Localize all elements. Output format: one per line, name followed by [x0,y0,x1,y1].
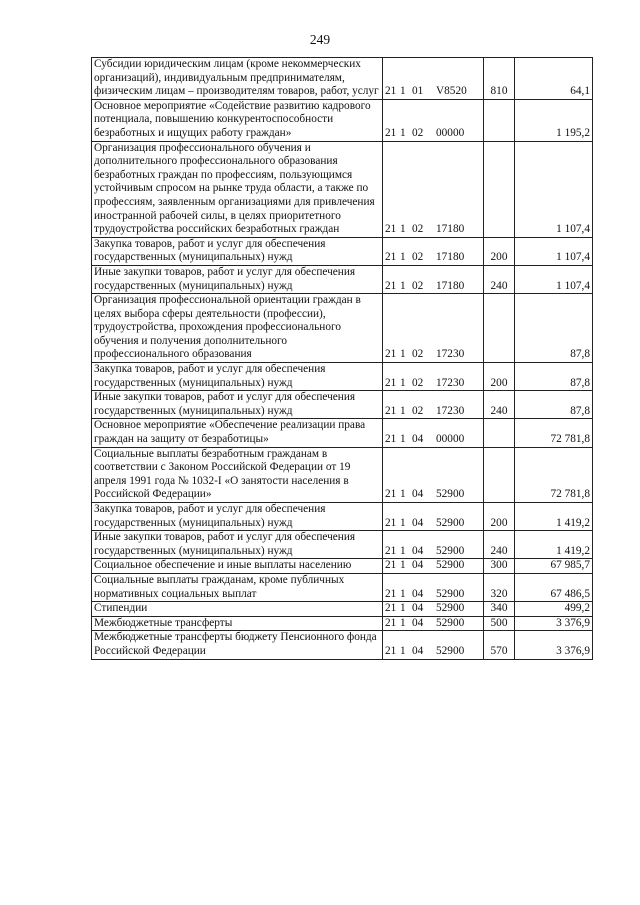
row-name: Социальные выплаты гражданам, кроме публичных нормативных социальных выплат [92,573,383,601]
row-code [383,602,484,617]
code-part: 21 [385,85,397,98]
row-amount: 3 376,9 [515,616,593,631]
code-part: 1 [400,516,406,529]
code-part: 1 [400,85,406,98]
row-code [383,99,484,141]
code-part: 04 [412,433,424,446]
row-amount: 1 107,4 [515,265,593,293]
code-part: 21 [385,376,397,389]
page-number: 249 [309,32,331,47]
table-row [92,616,593,631]
code-part: 21 [385,644,397,657]
row-code [383,559,484,574]
code-part: 21 [385,544,397,557]
code-part: 1 [400,279,406,292]
row-code [383,419,484,447]
row-amount: 1 419,2 [515,503,593,531]
code-part: 04 [412,559,424,572]
code-part: 52900 [436,587,465,600]
table-row [92,419,593,447]
code-part: 17180 [436,223,465,236]
code-part: 21 [385,404,397,417]
table-row [92,559,593,574]
row-amount: 87,8 [515,363,593,391]
row-amount: 67 985,7 [515,559,593,574]
code-part: 1 [400,223,406,236]
row-amount: 3 376,9 [515,631,593,659]
code-part: 1 [400,587,406,600]
code-part: 21 [385,587,397,600]
code-part: 1 [400,488,406,501]
row-amount: 72 781,8 [515,419,593,447]
code-part: 04 [412,587,424,600]
code-part: 00000 [436,433,465,446]
code-part: 1 [400,616,406,629]
row-type: 240 [484,265,515,293]
code-part: 52900 [436,516,465,529]
code-part: 04 [412,516,424,529]
table-row [92,531,593,559]
row-name: Межбюджетные трансферты [92,616,383,631]
code-part: 21 [385,348,397,361]
table-row [92,141,593,237]
row-name: Иные закупки товаров, работ и услуг для обеспечения государственных (муниципальных) нужд [92,391,383,419]
code-part: 21 [385,559,397,572]
table-row [92,99,593,141]
code-part: 17180 [436,251,465,264]
row-name: Социальные выплаты безработным гражданам в соответствии с Законом Российской Федерации от 19 апреля 1991 года № 1032-I «О занятости населения в Российской Федерации» [92,447,383,502]
table-row [92,503,593,531]
code-part: 04 [412,488,424,501]
row-name: Основное мероприятие «Содействие развитию кадрового потенциала, повышению конкурентоспособности безработных и ищущих работу граждан» [92,99,383,141]
row-amount: 499,2 [515,602,593,617]
code-part: 1 [400,602,406,615]
row-type: 240 [484,391,515,419]
code-part: 01 [412,85,424,98]
row-code [383,237,484,265]
row-amount: 67 486,5 [515,573,593,601]
code-part: 02 [412,348,424,361]
code-part: 04 [412,616,424,629]
table-row [92,602,593,617]
code-part: V8520 [436,85,467,98]
code-part: 04 [412,602,424,615]
table-row [92,237,593,265]
row-type: 340 [484,602,515,617]
row-type [484,141,515,237]
row-name: Закупка товаров, работ и услуг для обеспечения государственных (муниципальных) нужд [92,237,383,265]
table-row [92,363,593,391]
row-type: 570 [484,631,515,659]
code-part: 04 [412,644,424,657]
row-amount: 87,8 [515,294,593,363]
row-amount: 1 107,4 [515,237,593,265]
row-code [383,503,484,531]
code-part: 21 [385,223,397,236]
table-row [92,573,593,601]
row-type: 320 [484,573,515,601]
row-type: 500 [484,616,515,631]
row-code [383,573,484,601]
code-part: 21 [385,516,397,529]
row-type: 300 [484,559,515,574]
code-part: 17230 [436,348,465,361]
row-amount: 1 419,2 [515,531,593,559]
row-code [383,58,484,100]
code-part: 52900 [436,559,465,572]
code-part: 1 [400,433,406,446]
row-code [383,363,484,391]
code-part: 00000 [436,126,465,139]
code-part: 21 [385,616,397,629]
code-part: 02 [412,223,424,236]
row-amount: 1 195,2 [515,99,593,141]
code-part: 17230 [436,404,465,417]
code-part: 1 [400,644,406,657]
code-part: 1 [400,376,406,389]
table-row [92,58,593,100]
code-part: 17180 [436,279,465,292]
table-row [92,294,593,363]
code-part: 02 [412,376,424,389]
row-type [484,294,515,363]
code-part: 1 [400,126,406,139]
table-row [92,447,593,502]
row-amount: 87,8 [515,391,593,419]
code-part: 21 [385,251,397,264]
row-code [383,616,484,631]
table-row [92,391,593,419]
row-code [383,141,484,237]
table-row [92,631,593,659]
code-part: 21 [385,602,397,615]
code-part: 02 [412,404,424,417]
code-part: 1 [400,251,406,264]
table-row [92,265,593,293]
row-name: Закупка товаров, работ и услуг для обеспечения государственных (муниципальных) нужд [92,503,383,531]
code-part: 17230 [436,376,465,389]
row-code [383,631,484,659]
row-code [383,447,484,502]
row-amount: 1 107,4 [515,141,593,237]
code-part: 02 [412,251,424,264]
code-part: 21 [385,433,397,446]
row-amount: 64,1 [515,58,593,100]
code-part: 21 [385,126,397,139]
code-part: 04 [412,544,424,557]
row-type: 200 [484,363,515,391]
code-part: 52900 [436,488,465,501]
code-part: 21 [385,488,397,501]
row-name: Межбюджетные трансферты бюджету Пенсионного фонда Российской Федерации [92,631,383,659]
code-part: 1 [400,544,406,557]
code-part: 1 [400,559,406,572]
code-part: 52900 [436,544,465,557]
row-type: 200 [484,237,515,265]
code-part: 02 [412,279,424,292]
row-code [383,294,484,363]
code-part: 1 [400,404,406,417]
code-part: 52900 [436,644,465,657]
row-name: Иные закупки товаров, работ и услуг для обеспечения государственных (муниципальных) нужд [92,531,383,559]
row-name: Иные закупки товаров, работ и услуг для обеспечения государственных (муниципальных) нужд [92,265,383,293]
row-name: Социальное обеспечение и иные выплаты населению [92,559,383,574]
row-type: 240 [484,531,515,559]
code-part: 21 [385,279,397,292]
row-type: 810 [484,58,515,100]
row-name: Организация профессионального обучения и дополнительного профессионального образования безработных граждан по профессиям, пользующимся устойчивым спросом на рынке труда области, а также по профессиям, заявленным организациями для привлечения иностранной рабочей силы, в целях приоритетного трудоустройства российских безработных граждан [92,141,383,237]
row-name: Субсидии юридическим лицам (кроме некоммерческих организаций), индивидуальным предпринимателям, физическим лицам – производителям товаров, работ, услуг [92,58,383,100]
row-name: Основное мероприятие «Обеспечение реализации права граждан на защиту от безработицы» [92,419,383,447]
row-name: Закупка товаров, работ и услуг для обеспечения государственных (муниципальных) нужд [92,363,383,391]
row-type [484,99,515,141]
code-part: 1 [400,348,406,361]
row-code [383,391,484,419]
budget-table-body [92,58,593,660]
row-code [383,265,484,293]
row-amount: 72 781,8 [515,447,593,502]
code-part: 02 [412,126,424,139]
row-name: Стипендии [92,602,383,617]
code-part: 52900 [436,616,465,629]
row-code [383,531,484,559]
row-type [484,447,515,502]
row-type: 200 [484,503,515,531]
code-part: 52900 [436,602,465,615]
row-name: Организация профессиональной ориентации граждан в целях выбора сферы деятельности (профессии), трудоустройства, прохождения профессионального обучения и получения дополнительного профессионального образования [92,294,383,363]
row-type [484,419,515,447]
budget-table [91,57,593,660]
